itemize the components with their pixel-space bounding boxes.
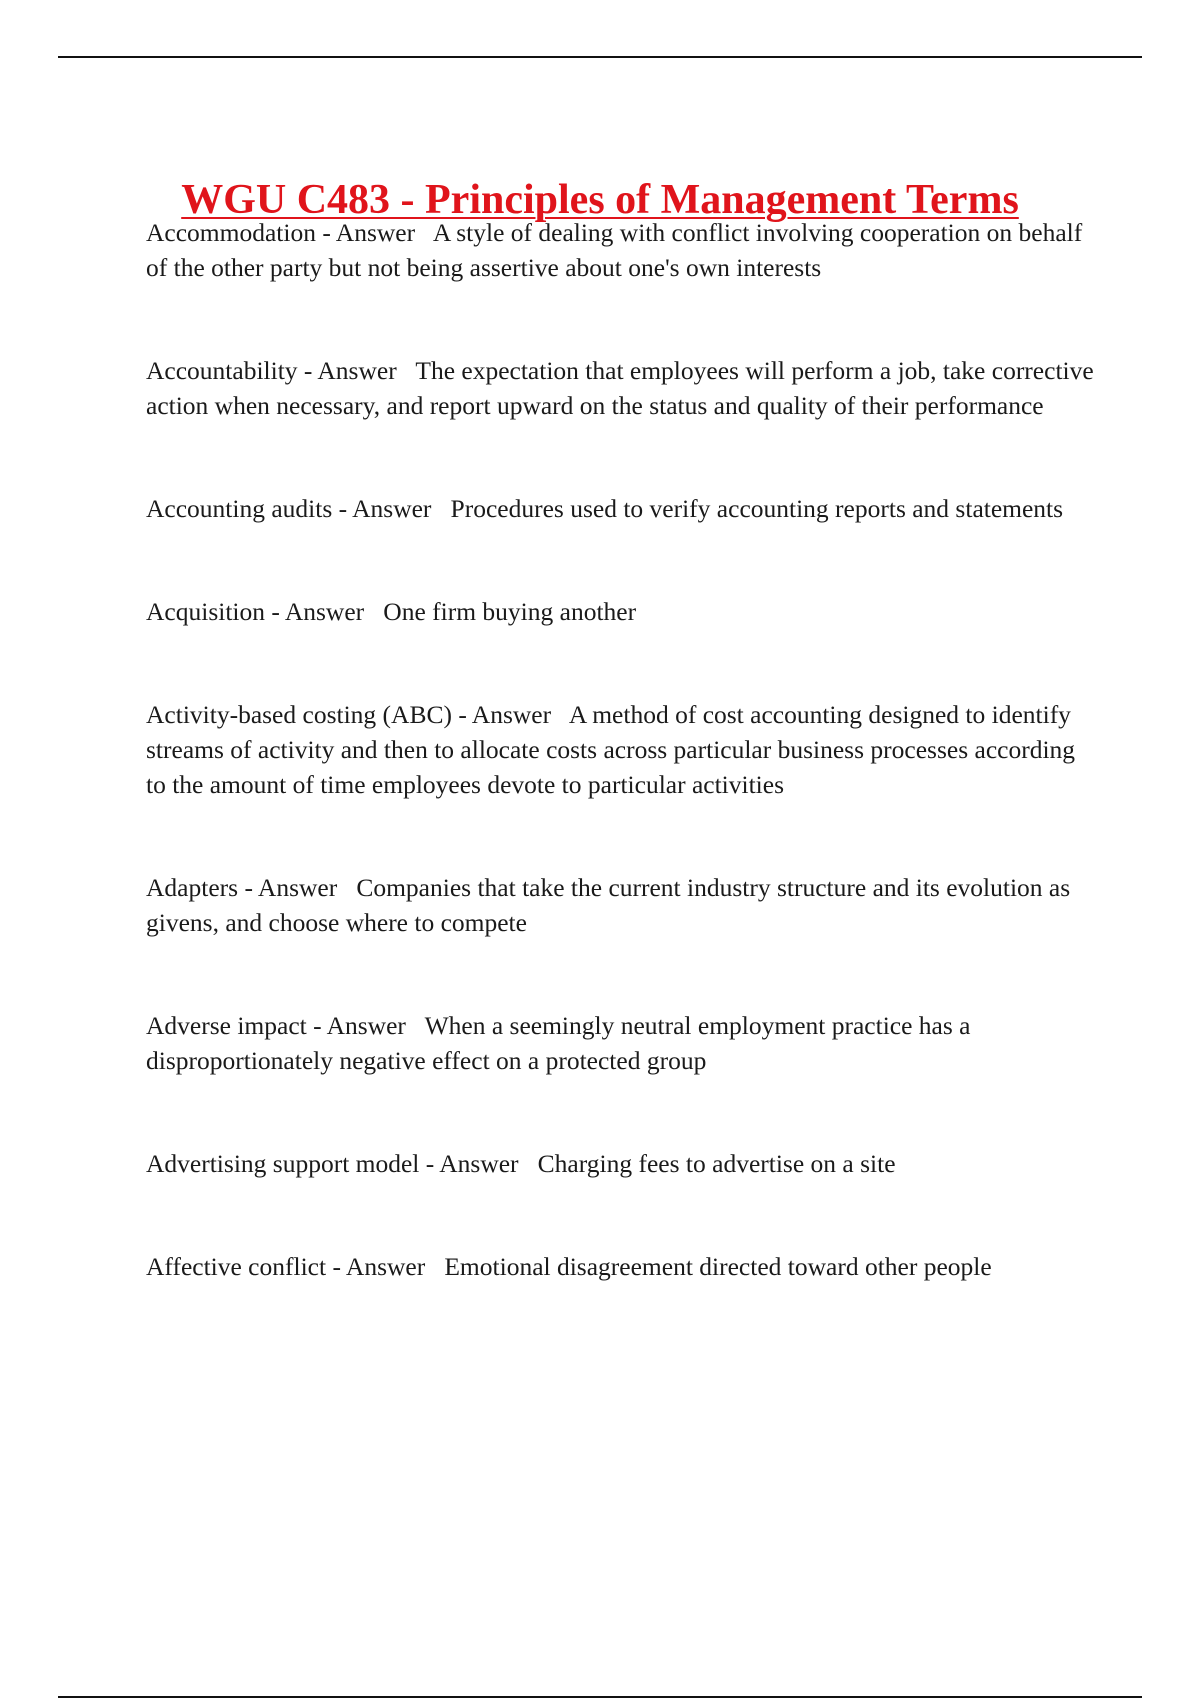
answer-separator: - Answer bbox=[451, 700, 552, 729]
list-item bbox=[146, 1008, 1096, 1078]
definition: A style of dealing with conflict involving cooperation on behalf of the other party but not being assertive about one's own interests bbox=[146, 218, 1089, 282]
answer-separator: - Answer bbox=[332, 494, 432, 523]
term: Accounting audits bbox=[146, 494, 333, 523]
term: Advertising support model bbox=[146, 1149, 420, 1178]
list-item bbox=[146, 594, 1096, 629]
definition: The expectation that employees will perform a job, take corrective action when necessary, and report upward on the status and quality of their performance bbox=[146, 356, 1101, 420]
bottom-rule bbox=[58, 1696, 1142, 1698]
answer-separator: - Answer bbox=[297, 356, 397, 385]
answer-separator: - Answer bbox=[238, 873, 338, 902]
definition: Emotional disagreement directed toward other people bbox=[444, 1252, 992, 1281]
list-item bbox=[146, 215, 1096, 285]
list-item bbox=[146, 353, 1101, 423]
list-item bbox=[146, 1146, 1096, 1181]
definition: Companies that take the current industry structure and its evolution as givens, and choose where to compete bbox=[146, 873, 1077, 937]
definition: A method of cost accounting designed to identify streams of activity and then to allocate costs across particular business processes according to the amount of time employees devote to particular activities bbox=[146, 700, 1082, 799]
answer-separator: - Answer bbox=[306, 1011, 406, 1040]
term: Adverse impact bbox=[146, 1011, 307, 1040]
definition: Charging fees to advertise on a site bbox=[537, 1149, 896, 1178]
term: Accountability bbox=[146, 356, 298, 385]
page-title: WGU C483 - Principles of Management Terms bbox=[181, 177, 1019, 224]
list-item bbox=[146, 870, 1096, 940]
term: Affective conflict bbox=[146, 1252, 327, 1281]
answer-separator: - Answer bbox=[419, 1149, 519, 1178]
answer-separator: - Answer bbox=[326, 1252, 426, 1281]
term: Adapters bbox=[146, 873, 239, 902]
term: Accommodation bbox=[146, 218, 316, 247]
list-item bbox=[146, 1249, 1096, 1284]
term: Acquisition bbox=[146, 597, 265, 626]
top-rule bbox=[58, 56, 1142, 58]
definition: One firm buying another bbox=[383, 597, 637, 626]
definition: When a seemingly neutral employment practice has a disproportionately negative effect on a protected group bbox=[146, 1011, 977, 1075]
list-item bbox=[146, 697, 1096, 802]
list-item bbox=[146, 491, 1096, 526]
term: Activity-based costing (ABC) bbox=[146, 700, 452, 729]
answer-separator: - Answer bbox=[265, 597, 365, 626]
definition: Procedures used to verify accounting reports and statements bbox=[450, 494, 1064, 523]
term-list bbox=[146, 215, 1101, 1352]
answer-separator: - Answer bbox=[315, 218, 416, 247]
